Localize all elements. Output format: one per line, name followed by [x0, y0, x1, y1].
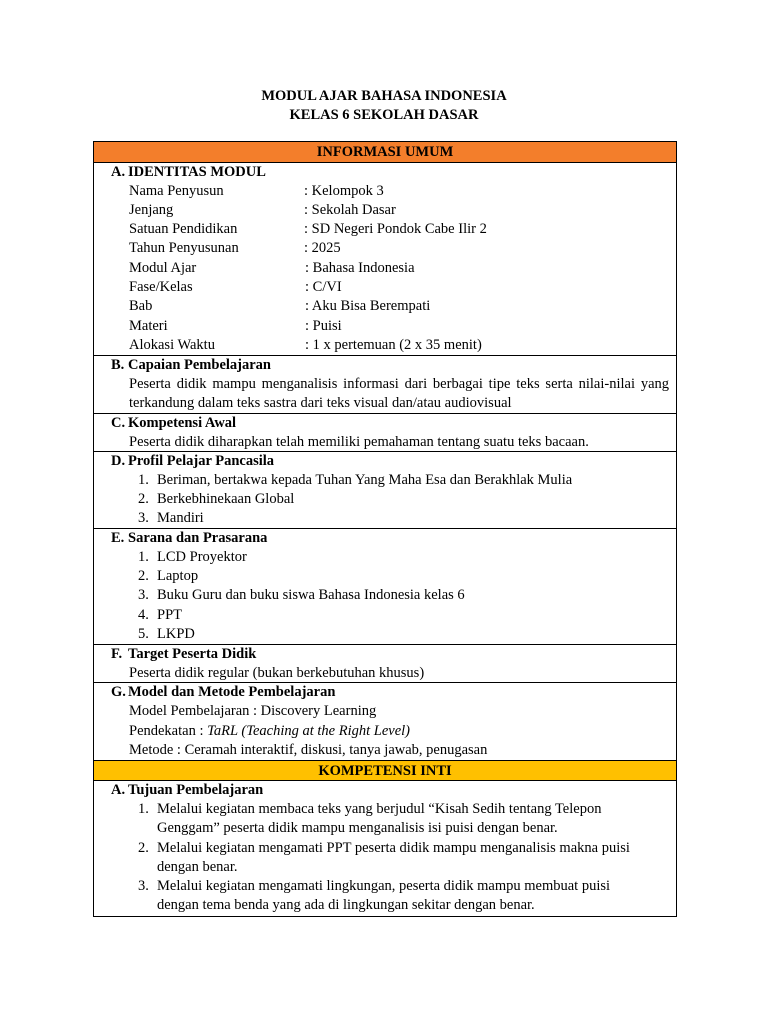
section-letter: D. — [111, 453, 126, 469]
field-label: Satuan Pendidikan — [129, 221, 238, 237]
list-number: 1. — [138, 801, 149, 817]
list-item: Berkebhinekaan Global — [157, 491, 295, 507]
section-title: KOMPETENSI INTI — [318, 763, 452, 779]
field-value: : Puisi — [305, 318, 342, 334]
doc-title-line1: MODUL AJAR BAHASA INDONESIA — [261, 88, 507, 104]
section-letter: A. — [111, 782, 126, 798]
field-label: Nama Penyusun — [129, 183, 224, 199]
list-item-line: Melalui kegiatan mengamati lingkungan, peserta didik mampu membuat puisi — [157, 878, 611, 894]
list-number: 3. — [138, 878, 149, 894]
list-item-line: Melalui kegiatan membaca teks yang berjudul “Kisah Sedih tentang Telepon — [157, 801, 602, 817]
field-value: : Sekolah Dasar — [304, 202, 396, 218]
capaian-text: Peserta didik mampu menganalisis informasi dari berbagai tipe teks serta nilai-nilai yang terkandung dalam teks sastra dari teks visual dan/atau audiovisual — [129, 376, 669, 411]
section-letter: B. — [111, 357, 125, 373]
section-kompetensi-awal — [94, 413, 676, 451]
field-label: Bab — [129, 298, 153, 314]
pendekatan-label: Pendekatan : — [129, 723, 208, 739]
section-letter: A. — [111, 164, 126, 180]
field-label: Jenjang — [129, 202, 174, 218]
list-item: Beriman, bertakwa kepada Tuhan Yang Maha Esa dan Berakhlak Mulia — [157, 472, 573, 488]
field-value: : Bahasa Indonesia — [305, 260, 415, 276]
section-heading: Sarana dan Prasarana — [128, 530, 268, 546]
section-profil-pelajar — [94, 451, 676, 528]
section-header-kompetensi-inti — [94, 760, 676, 780]
pendekatan-line — [129, 722, 410, 741]
section-letter: E. — [111, 530, 125, 546]
field-value: : Kelompok 3 — [304, 183, 384, 199]
list-item-line: dengan tema benda yang ada di lingkungan sekitar dengan benar. — [157, 897, 535, 913]
field-label: Fase/Kelas — [129, 279, 193, 295]
list-item: LKPD — [157, 626, 195, 642]
list-item-line: Genggam” peserta didik mampu menganalisis isi puisi dengan benar. — [157, 820, 558, 836]
field-value: : SD Negeri Pondok Cabe Ilir 2 — [304, 221, 487, 237]
pendekatan-value: TaRL (Teaching at the Right Level) — [207, 723, 410, 739]
field-label: Materi — [129, 318, 168, 334]
metode-line: Metode : Ceramah interaktif, diskusi, tanya jawab, penugasan — [129, 742, 488, 758]
section-letter: F. — [111, 646, 123, 662]
model-line: Model Pembelajaran : Discovery Learning — [129, 703, 377, 719]
field-value: : 1 x pertemuan (2 x 35 menit) — [305, 337, 482, 353]
field-label: Alokasi Waktu — [129, 337, 215, 353]
list-item: PPT — [157, 607, 182, 623]
list-number: 1. — [138, 549, 149, 565]
list-number: 5. — [138, 626, 149, 642]
list-item: Mandiri — [157, 510, 204, 526]
list-number: 2. — [138, 568, 149, 584]
section-heading: IDENTITAS MODUL — [128, 164, 266, 180]
section-heading: Kompetensi Awal — [128, 415, 237, 431]
field-value: : Aku Bisa Berempati — [305, 298, 431, 314]
section-heading: Model dan Metode Pembelajaran — [128, 684, 336, 700]
target-text: Peserta didik regular (bukan berkebutuhan khusus) — [129, 665, 425, 681]
module-table — [93, 141, 677, 917]
section-header-informasi-umum — [94, 142, 676, 162]
section-model-metode — [94, 682, 676, 760]
list-item-line: Melalui kegiatan mengamati PPT peserta didik mampu menganalisis makna puisi — [157, 840, 630, 856]
field-label: Modul Ajar — [129, 260, 197, 276]
list-item-line: dengan benar. — [157, 859, 238, 875]
list-number: 4. — [138, 607, 149, 623]
section-heading: Tujuan Pembelajaran — [128, 782, 264, 798]
list-number: 3. — [138, 510, 149, 526]
list-item: Buku Guru dan buku siswa Bahasa Indonesia kelas 6 — [157, 587, 465, 603]
doc-title-line2: KELAS 6 SEKOLAH DASAR — [289, 107, 479, 123]
field-label: Tahun Penyusunan — [129, 240, 239, 256]
section-sarana-prasarana — [94, 528, 676, 644]
field-value: : C/VI — [305, 279, 342, 295]
kompetensi-awal-text: Peserta didik diharapkan telah memiliki pemahaman tentang suatu teks bacaan. — [129, 434, 589, 450]
section-letter: C. — [111, 415, 126, 431]
field-value: : 2025 — [304, 240, 341, 256]
list-number: 2. — [138, 491, 149, 507]
section-capaian-pembelajaran — [94, 355, 676, 413]
list-number: 2. — [138, 840, 149, 856]
section-letter: G. — [111, 684, 126, 700]
section-target-peserta — [94, 644, 676, 682]
section-title: INFORMASI UMUM — [316, 144, 454, 160]
section-heading: Profil Pelajar Pancasila — [128, 453, 275, 469]
list-item: LCD Proyektor — [157, 549, 247, 565]
list-number: 3. — [138, 587, 149, 603]
section-heading: Target Peserta Didik — [128, 646, 257, 662]
section-identitas-modul — [94, 162, 676, 355]
list-item: Laptop — [157, 568, 199, 584]
section-tujuan-pembelajaran — [94, 780, 676, 916]
section-heading: Capaian Pembelajaran — [128, 357, 271, 373]
list-number: 1. — [138, 472, 149, 488]
